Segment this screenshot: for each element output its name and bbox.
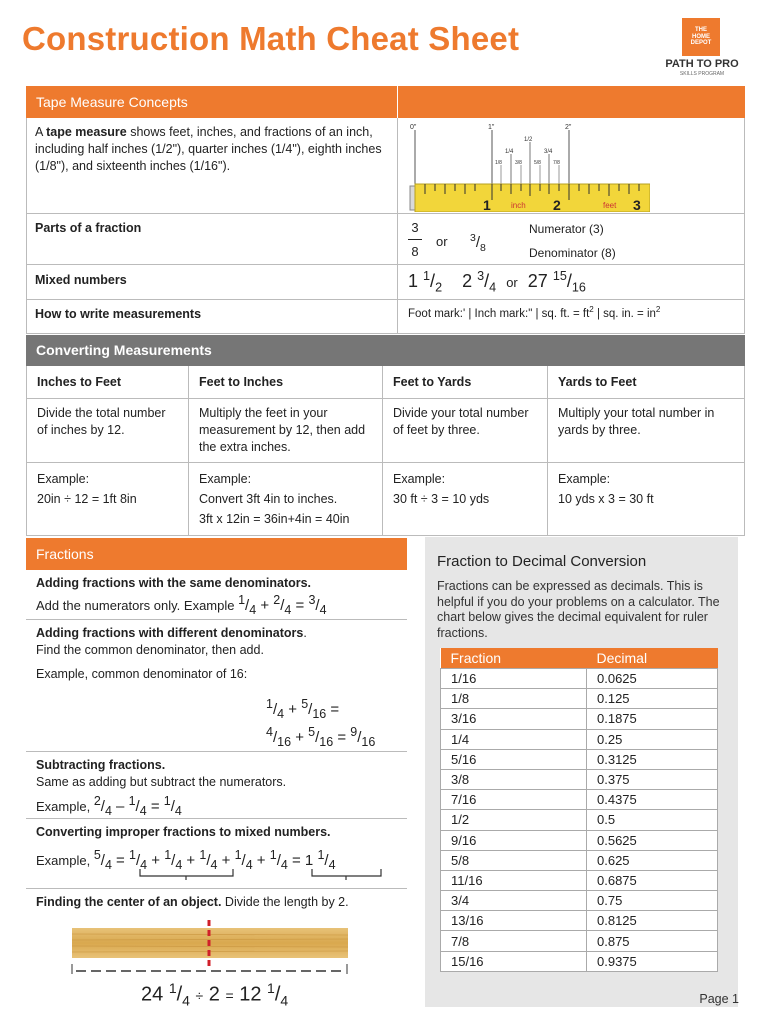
example-feet-to-inches: Example: Convert 3ft 4in to inches. 3ft x 12in = 36in+4in = 40in bbox=[189, 462, 383, 535]
table-cell: 1/8 bbox=[441, 689, 587, 709]
home-depot-logo-icon: THE HOME DEPOT bbox=[682, 18, 720, 56]
ruler-frac-18: 1/8 bbox=[495, 160, 502, 166]
frac-subtracting: Subtracting fractions. Same as adding but subtract the numerators. Example, $^2/_4 - ^1/_4 = ^1/_4$ bbox=[26, 752, 407, 819]
table-cell: 1/16 bbox=[441, 669, 587, 689]
logo-sub: SKILLS PROGRAM bbox=[679, 71, 725, 77]
write-text: Foot mark:' | Inch mark:" | sq. ft. = $ft^2$ | sq. in. = $in^2$ bbox=[408, 305, 661, 320]
table-cell: 0.375 bbox=[587, 769, 718, 789]
mixed-number-examples: 1 $^1/_2$ 2 $^3/_4$ or 27 $^{15}/_{16}$ bbox=[408, 269, 586, 295]
tape-header-label: Tape Measure Concepts bbox=[36, 94, 188, 110]
header-divider bbox=[397, 86, 398, 118]
table-cell: 3/16 bbox=[441, 709, 587, 729]
decimal-col-decimal: Decimal bbox=[587, 648, 718, 669]
table-cell: 0.1875 bbox=[587, 709, 718, 729]
ruler-frac-three-quarter: 3/4 bbox=[544, 149, 553, 155]
fractions-header bbox=[26, 538, 407, 570]
tape-number-1: 1 bbox=[483, 197, 491, 212]
example-yards-to-feet: Example: 10 yds x 3 = 30 ft bbox=[548, 462, 745, 535]
table-cell: 1/2 bbox=[441, 810, 587, 830]
center-equation: 24 $^1/_4 \div 2 = 12$ $^1/_4$ bbox=[141, 980, 289, 1009]
table-row bbox=[441, 931, 718, 951]
table-cell: 5/8 bbox=[441, 850, 587, 870]
desc-inches-to-feet: Divide the total number of inches by 12. bbox=[27, 398, 189, 462]
table-row bbox=[441, 850, 718, 870]
table-cell: 5/16 bbox=[441, 749, 587, 769]
tape-measure-illustration bbox=[405, 120, 650, 212]
table-row bbox=[441, 810, 718, 830]
ruler-frac-quarter: 1/4 bbox=[505, 149, 514, 155]
table-cell: 0.25 bbox=[587, 729, 718, 749]
logo-name: PATH TO PRO bbox=[665, 58, 739, 70]
table-row bbox=[441, 790, 718, 810]
fraction-numerator: 3 bbox=[411, 220, 419, 235]
tape-row-divider bbox=[26, 264, 745, 265]
frac-improper-to-mixed: Converting improper fractions to mixed numbers. Example, $^5/_4 = ^1/_4 + ^1/_4 + ^1/_4 + ^1/_4 + ^1/_4 = 1$ $^1/_4$ bbox=[26, 819, 407, 889]
fraction-inline: $^3/_8$ bbox=[470, 232, 486, 254]
table-row bbox=[441, 669, 718, 689]
denominator-label: Denominator (8) bbox=[529, 246, 616, 260]
table-cell: 13/16 bbox=[441, 911, 587, 931]
table-row bbox=[441, 870, 718, 890]
example-feet-to-yards: Example: 30 ft ÷ 3 = 10 yds bbox=[383, 462, 548, 535]
table-cell: 11/16 bbox=[441, 870, 587, 890]
table-row bbox=[441, 951, 718, 971]
tape-word-feet: feet bbox=[603, 201, 617, 210]
table-row bbox=[441, 749, 718, 769]
table-cell: 0.9375 bbox=[587, 951, 718, 971]
ruler-label-2: 2" bbox=[565, 124, 572, 131]
col-feet-to-inches: Feet to Inches bbox=[189, 366, 383, 398]
fractions-section bbox=[26, 538, 407, 915]
tape-number-2: 2 bbox=[553, 197, 561, 212]
tape-row-divider bbox=[26, 213, 745, 214]
example-inches-to-feet: Example: 20in ÷ 12 = 1ft 8in bbox=[27, 462, 189, 535]
mixed-label: Mixed numbers bbox=[35, 273, 127, 287]
write-label: How to write measurements bbox=[35, 307, 202, 321]
table-cell: 0.8125 bbox=[587, 911, 718, 931]
table-row bbox=[441, 689, 718, 709]
tape-section-header bbox=[26, 86, 745, 118]
table-cell: 7/8 bbox=[441, 931, 587, 951]
table-row bbox=[441, 729, 718, 749]
table-cell: 0.5625 bbox=[587, 830, 718, 850]
table-row bbox=[441, 911, 718, 931]
table-cell: 3/4 bbox=[441, 891, 587, 911]
page-title: Construction Math Cheat Sheet bbox=[22, 20, 520, 57]
convert-section-header bbox=[26, 335, 745, 366]
table-cell: 0.75 bbox=[587, 891, 718, 911]
table-cell: 0.625 bbox=[587, 850, 718, 870]
table-cell: 0.4375 bbox=[587, 790, 718, 810]
frac-different-denominators: Adding fractions with different denominators. Find the common denominator, then add. Example, common denominator of 16: $^1/_4 + ^5/_{16}$ = $^4/_{16} + ^5/_{16} = ^9/_{16}$ bbox=[26, 620, 407, 752]
table-cell: 9/16 bbox=[441, 830, 587, 850]
desc-feet-to-yards: Divide your total number of feet by three. bbox=[383, 398, 548, 462]
table-cell: 3/8 bbox=[441, 769, 587, 789]
fraction-example bbox=[408, 220, 422, 259]
table-cell: 0.125 bbox=[587, 689, 718, 709]
ruler-label-0: 0" bbox=[410, 124, 417, 131]
decimal-panel-intro: Fractions can be expressed as decimals. This is helpful if you do your problems on a calculator. The chart below gives the decimal equivalent for ruler fractions. bbox=[437, 579, 720, 640]
desc-yards-to-feet: Multiply your total number in yards by three. bbox=[548, 398, 745, 462]
table-cell: 0.0625 bbox=[587, 669, 718, 689]
table-row bbox=[441, 891, 718, 911]
desc-feet-to-inches: Multiply the feet in your measurement by 12, then add the extra inches. bbox=[189, 398, 383, 462]
frac-center-object: Finding the center of an object. Divide the length by 2. bbox=[36, 895, 349, 909]
table-row bbox=[441, 830, 718, 850]
bracket-icon bbox=[136, 867, 386, 881]
tape-intro: A tape measure shows feet, inches, and fractions of an inch, including half inches (1/2"), quarter inches (1/4"), eighth inches (1/8"), and sixteenth inches (1/16"). bbox=[35, 125, 382, 173]
conversion-table bbox=[26, 366, 745, 536]
wood-board-illustration bbox=[66, 920, 356, 976]
table-cell: 0.6875 bbox=[587, 870, 718, 890]
convert-header-label: Converting Measurements bbox=[36, 342, 212, 358]
page-number: Page 1 bbox=[699, 992, 739, 1006]
frac-same-denominators: Adding fractions with the same denominators. Add the numerators only. Example $^1/_4 + ^2/_4 = ^3/_4$ bbox=[26, 570, 407, 620]
tape-row-divider bbox=[26, 333, 745, 334]
table-cell: 0.875 bbox=[587, 931, 718, 951]
ruler-frac-78: 7/8 bbox=[553, 160, 560, 166]
decimal-panel-title: Fraction to Decimal Conversion bbox=[437, 553, 647, 570]
col-yards-to-feet: Yards to Feet bbox=[548, 366, 745, 398]
tape-word-inch: inch bbox=[511, 201, 526, 210]
tape-row-divider bbox=[26, 299, 745, 300]
table-cell: 7/16 bbox=[441, 790, 587, 810]
col-feet-to-yards: Feet to Yards bbox=[383, 366, 548, 398]
ruler-frac-half: 1/2 bbox=[524, 137, 533, 143]
parts-label: Parts of a fraction bbox=[35, 221, 142, 235]
col-inches-to-feet: Inches to Feet bbox=[27, 366, 189, 398]
decimal-conversion-panel bbox=[425, 537, 738, 1007]
ruler-label-1: 1" bbox=[488, 124, 495, 131]
table-cell: 0.3125 bbox=[587, 749, 718, 769]
table-row bbox=[441, 769, 718, 789]
table-cell: 15/16 bbox=[441, 951, 587, 971]
tape-number-3: 3 bbox=[633, 197, 641, 212]
frac-example-line2: $^4/_{16} + ^5/_{16} = ^9/_{16}$ bbox=[266, 725, 376, 749]
parts-or: or bbox=[436, 234, 448, 249]
tape-col-divider bbox=[397, 118, 398, 334]
table-cell: 0.5 bbox=[587, 810, 718, 830]
ruler-frac-38: 3/8 bbox=[515, 160, 522, 166]
fraction-denominator: 8 bbox=[408, 239, 422, 259]
ruler-frac-58: 5/8 bbox=[534, 160, 541, 166]
table-cell: 1/4 bbox=[441, 729, 587, 749]
decimal-table bbox=[440, 648, 718, 972]
table-row bbox=[441, 709, 718, 729]
numerator-label: Numerator (3) bbox=[529, 222, 604, 236]
fractions-header-label: Fractions bbox=[36, 546, 94, 562]
decimal-col-fraction: Fraction bbox=[441, 648, 587, 669]
frac-example-line1: $^1/_4 + ^5/_{16}$ = bbox=[266, 697, 340, 721]
logo bbox=[662, 18, 742, 80]
